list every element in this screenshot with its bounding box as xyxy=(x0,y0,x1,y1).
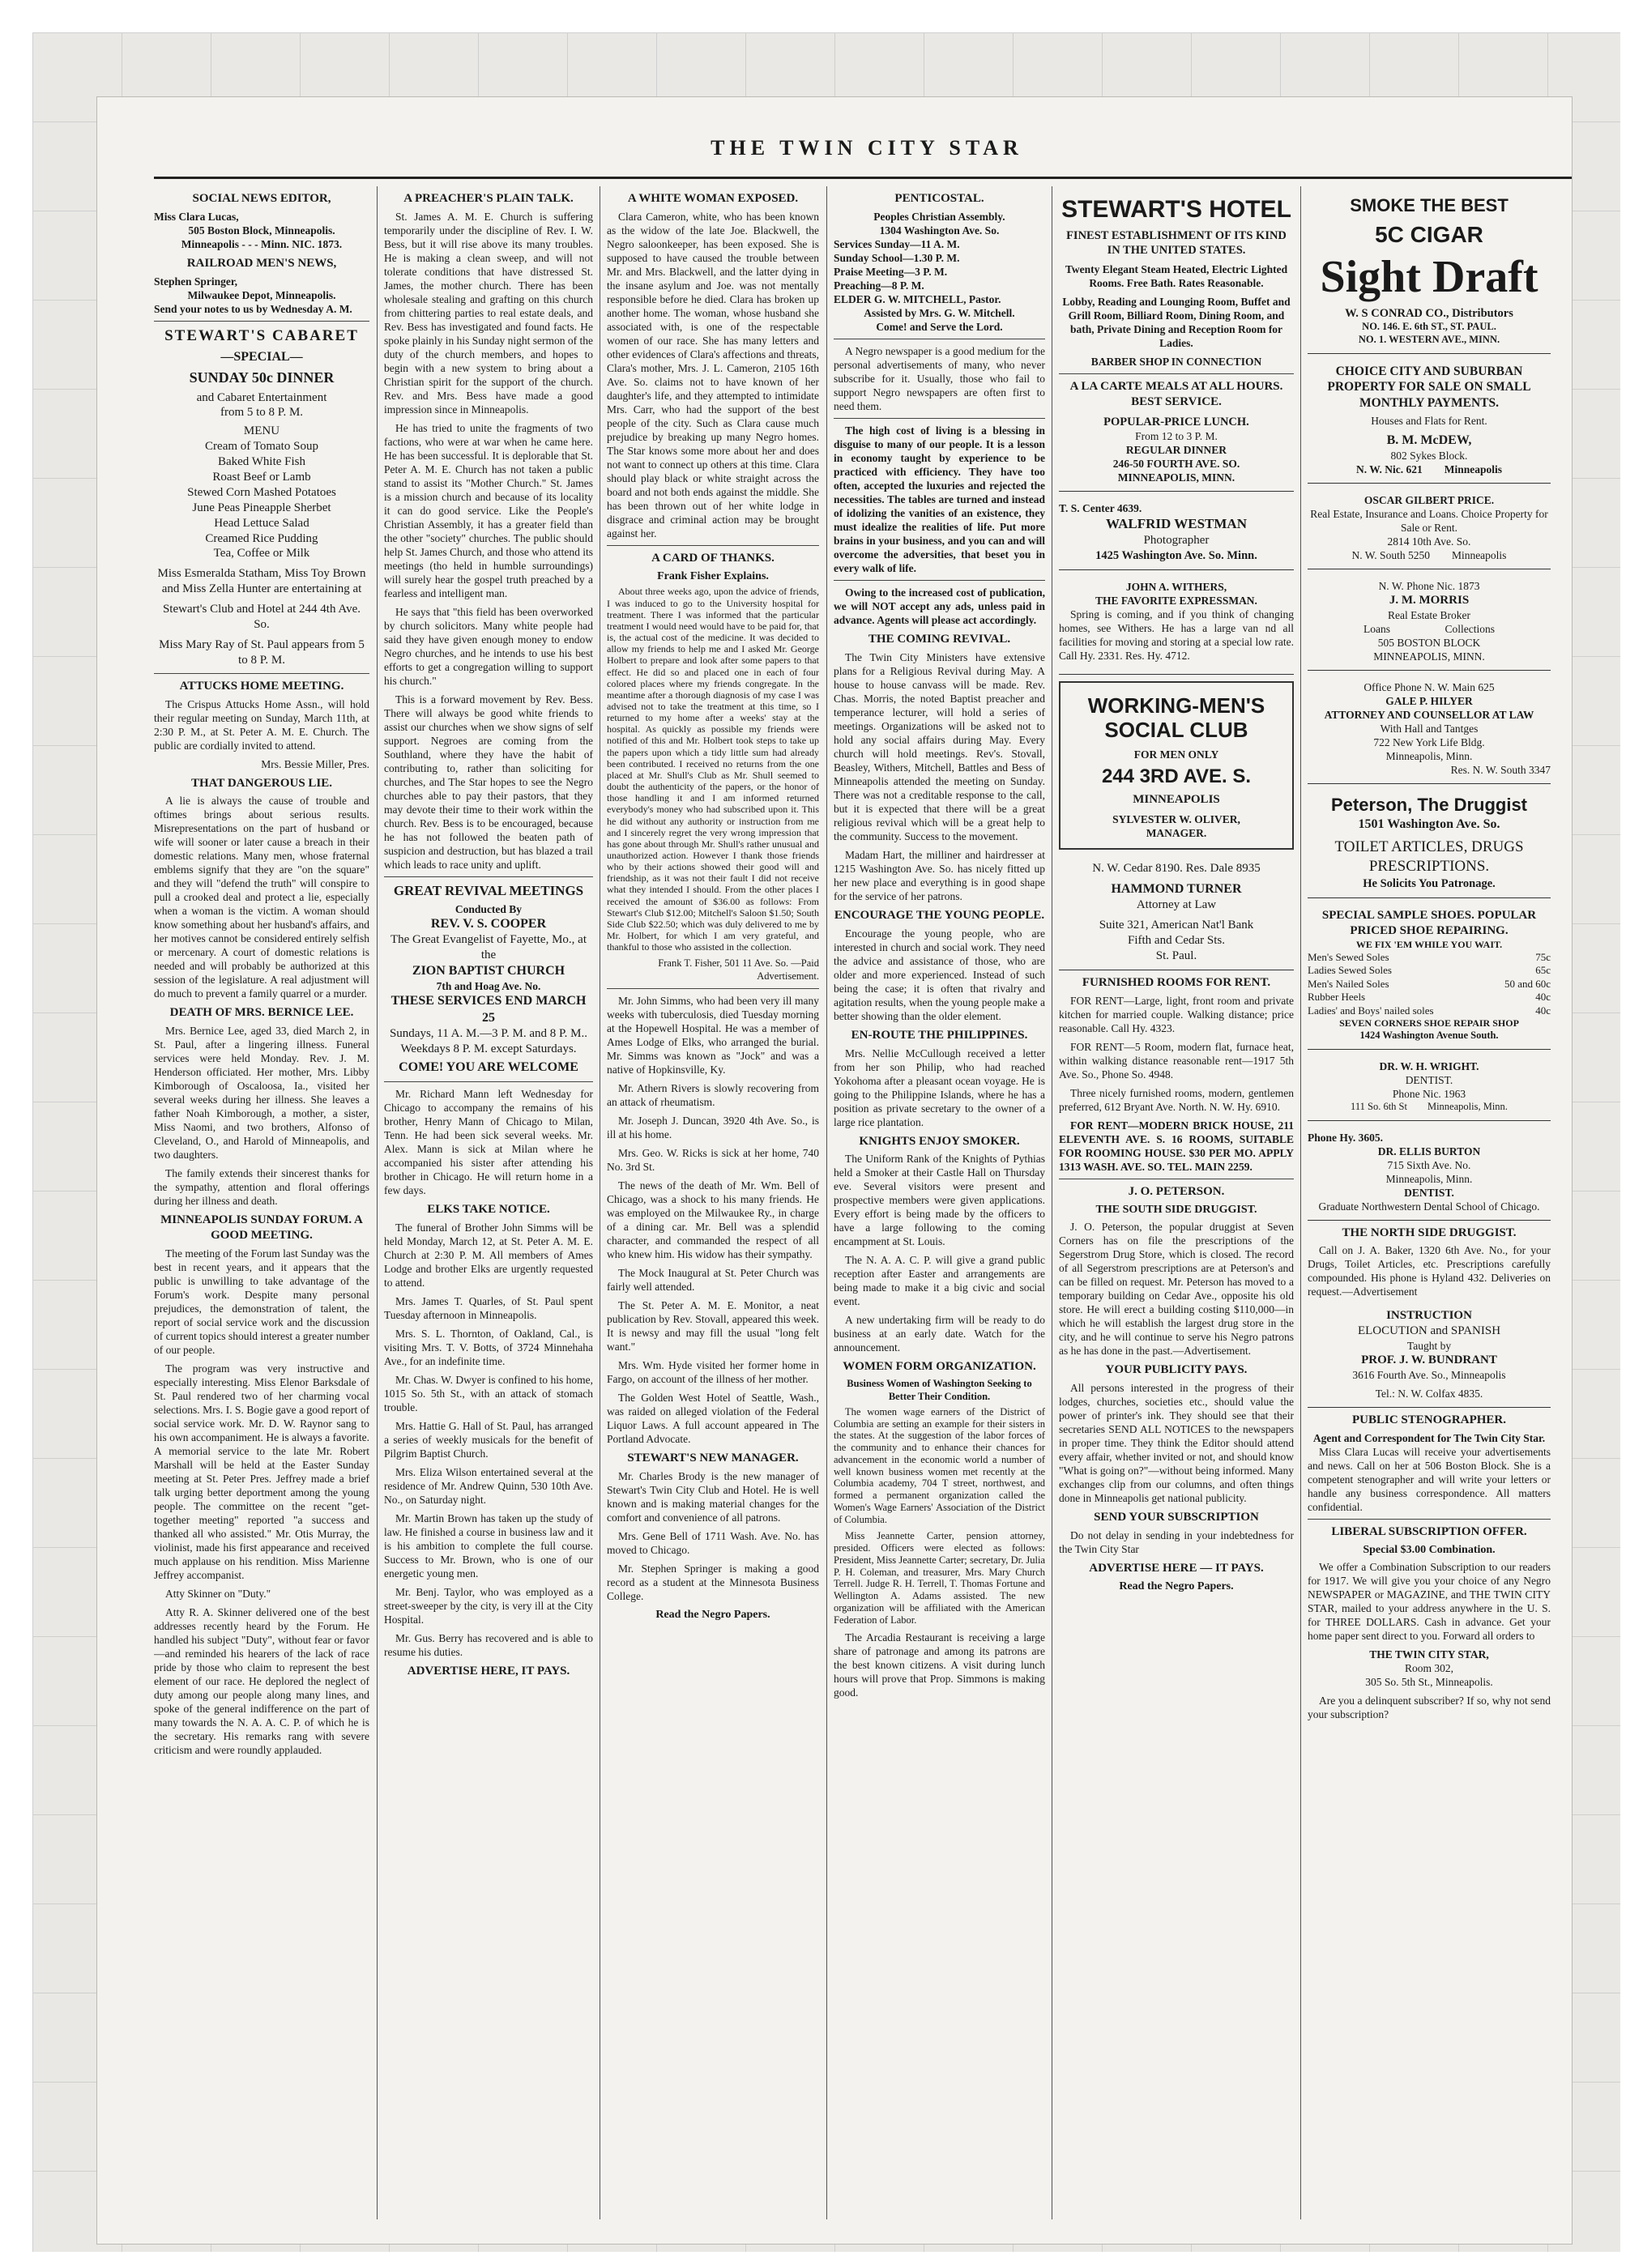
club-manager: SYLVESTER W. OLIVER, xyxy=(1112,812,1240,825)
pentecostal-praise: Praise Meeting—3 P. M. xyxy=(834,265,948,278)
lee-heading: DEATH OF MRS. BERNICE LEE. xyxy=(169,1006,354,1020)
mann-item: Mr. Richard Mann left Wednesday for Chicago to accompany the remains of his brother, Henry Mann of Chicago to Milan, Tenn. He had been sick several weeks. Mr. Alex. Mann is sick at Milan where he accompanied his sister after attending his brother in Chicago. He will return home in a few days. xyxy=(384,1087,593,1196)
gene-bell-item: Mrs. Gene Bell of 1711 Wash. Ave. No. has moved to Chicago. xyxy=(607,1529,819,1556)
railroad-address: Milwaukee Depot, Minneapolis. xyxy=(187,288,336,301)
railroad-name: Stephen Springer, xyxy=(154,275,238,288)
turner-address-2: Fifth and Cedar Sts. xyxy=(1128,933,1225,947)
encourage-text: Encourage the young people, who are interested in church and social work. They need the advice and assistance of those, who are older and more experienced. Instead of such being the case; it is often that rivalry and agitation results, when the young people make a better showing than the older element. xyxy=(834,927,1045,1022)
taylor-item: Mr. Benj. Taylor, who was employed as a street-sweeper by the city, is very ill at the City Hospital. xyxy=(384,1585,593,1626)
menu xyxy=(154,424,369,561)
preacher-text: St. James A. M. E. Church is suffering temporarily under the discipline of Rev. I. W. Bess, but it will rise above its many troubles. He is making a clean sweep, and will not tolerate conditions that have distressed St. James, the mother church. There has been wholesale stealing and grafting on this church from chittering parties to real estate deals, and Rev. Bess has investigated and found facts. He spoke plainly in his Sunday night sermon of the duty of the church members, and hopes to begin with a new system to bring about a Christian spirit for the support of the church. Rev. and Mrs. Bess have made a good impression since in Minneapolis. xyxy=(384,210,593,416)
women-subheading: Business Women of Washington Seeking to Better Their Condition. xyxy=(847,1378,1032,1403)
forum-text: The meeting of the Forum last Sunday was the best in recent years, and it appears that the public is unwilling to take advantage of the Forum's work. Despite many personal prejudices, the demonstration of talent, the report of social service work and the discussion of current topics should interest a greater number of our people. xyxy=(154,1247,369,1357)
thanks-text: About three weeks ago, upon the advice of friends, I was induced to go to the University hospital for treatment. There I was informed that the particular treatment I would need would have to be paid for, that is, the actual cost of the medicine. It was decided to allow my friends to help me and I asked Mr. George Holbert to prepare and look after some papers to that effect. He did so and placed one in each of four colored places where my friends congregate. In the meantime after a thorough diagnosis of my case I was advised not to take the treatment at this time, so I returned to my home after a weeks' stay at the hospital. As quickly as possible my friends were notified of this and Mr. Holbert took steps to take up the papers upon which a tidy little sum had already been contributed. I received no returns from the one placed at Mr. Shull's Club as Mr. Shull seemed to doubt the authenticity of the papers, or the honor of those handling it and I am informed returned everybody's money who had subscribed upon it. This he did without any authority or instruction from me and I sincerely regret the very wrong impression that has gone about through Mr. Shull's rather unusual and unauthorized action. However I thank those friends who by their actions showed their good will and friendship, as it was not their fault I did not receive what they intended I should. From the other places I received the amount of $36.00 as follows: From Stewart's Club $12.00; Mitchell's Saloon $1.50; South Side Club $22.50; which was duly delivered to me by Mr. Holbert, for which I am very grateful, and thankful to those who assisted in the collection. xyxy=(607,586,819,953)
menu-item: Stewed Corn Mashed Potatoes xyxy=(187,485,336,499)
pentecostal-assembly: Peoples Christian Assembly. xyxy=(873,210,1005,223)
wright-role: DENTIST. xyxy=(1405,1073,1453,1086)
quarles-item: Mrs. James T. Quarles, of St. Paul spent Tuesday afternoon in Minneapolis. xyxy=(384,1294,593,1321)
attucks-signature: Mrs. Bessie Miller, Pres. xyxy=(261,757,369,770)
peterson-toilet: TOILET ARTICLES, DRUGS PRESCRIPTIONS. xyxy=(1334,838,1524,875)
column-rule xyxy=(377,186,378,2219)
divider xyxy=(384,1081,593,1082)
column-2 xyxy=(384,186,593,2228)
hilyer-address: 722 New York Life Bldg. xyxy=(1373,736,1485,749)
revival-evangelist: The Great Evangelist of Fayette, Mo., at the xyxy=(390,933,587,962)
forum-text-4: Atty R. A. Skinner delivered one of the best addresses recently heard by the Forum. He handled his subject "Duty", without fear or favor—and reminded his hearers of the lack of race pride by those who claim to represent the best element of our race. He deplored the neglect of duty among our people along many lines, and spoke of the general indifference on the part of many towards the N. A. A. C. P. of which he is the secretary. His remarks rang with severe criticism and were roundly applauded. xyxy=(154,1606,369,1757)
mcdew-address: 802 Sykes Block. xyxy=(1390,450,1468,463)
menu-item: Tea, Coffee or Milk xyxy=(213,547,310,561)
divider xyxy=(1308,1519,1551,1520)
divider xyxy=(154,321,369,322)
westman-role: Photographer xyxy=(1143,533,1210,547)
send-notes: Send your notes to us by Wednesday A. M. xyxy=(154,302,352,315)
women-text: The women wage earners of the District of Columbia are setting an example for their sisters in the states. At the suggestion of the labor forces of the community and to enhance their chances for advancement in the economic world a number of well known business women met recently at the Columbia academy, 704 T street, northwest, and formed a permanent organization called the Women's Wage Earners' Association of the District of Columbia. xyxy=(834,1405,1045,1525)
revival-church-address: 7th and Hoag Ave. No. xyxy=(436,980,541,993)
gilbert-phone: N. W. South 5250 Minneapolis xyxy=(1351,549,1507,562)
duncan-item: Mr. Joseph J. Duncan, 3920 4th Ave. So., is ill at his home. xyxy=(607,1114,819,1140)
morris-phone: N. W. Phone Nic. 1873 xyxy=(1378,580,1480,593)
shoe-item-name: Ladies Sewed Soles xyxy=(1308,964,1392,977)
lie-text: A lie is always the cause of trouble and oftimes brings about serious results. Misrepresentations on the part of husband or wife will sooner or later cause a breach in their domestic relations. Many men, whose fraternal emblems signify that they are "on the square" and they will "defend the truth" will conspire to pull a crooked deal and protect a lie, especially when a woman is the victim. A woman should know something about her husband's affairs, and her motives cannot be considered entirely selfish or mercenary. A court of domestic relations is needed and will probably be authorized at this session of the legislature. A real adjustment will do much to prevent a family quarrel or a murder. xyxy=(154,795,369,1000)
star-room: Room 302, xyxy=(1404,1661,1453,1674)
manager-heading: STEWART'S NEW MANAGER. xyxy=(627,1451,799,1464)
westman-name: WALFRID WESTMAN xyxy=(1106,516,1247,532)
menu-item: Cream of Tomato Soup xyxy=(205,440,318,454)
cabaret-mary-ray: Miss Mary Ray of St. Paul appears from 5 to 8 P. M. xyxy=(159,637,365,667)
ricks-item: Mrs. Geo. W. Ricks is sick at her home, 740 No. 3rd St. xyxy=(607,1146,819,1173)
turner-city: St. Paul. xyxy=(1155,949,1197,962)
masthead-title: THE TWIN CITY STAR xyxy=(711,136,1023,160)
divider xyxy=(607,545,819,546)
editor-address: 505 Boston Block, Minneapolis. xyxy=(188,224,335,237)
burton-graduate: Graduate Northwestern Dental School of Chicago. xyxy=(1318,1200,1540,1213)
pentecostal-preaching: Preaching—8 P. M. xyxy=(834,279,924,292)
enroute-text: Mrs. Nellie McCullough received a letter from her son Philip, who had reached Yokohoma after a pleasant ocean voyage. He is going to the Philippine Islands, where he has a position as private secretary to the owner of a large rice plantation. xyxy=(834,1047,1045,1128)
mcdew-ad xyxy=(1308,359,1551,484)
rivers-item: Mr. Athern Rivers is slowly recovering from an attack of rheumatism. xyxy=(607,1081,819,1108)
hilyer-with: With Hall and Tantges xyxy=(1380,723,1479,735)
hyde-item: Mrs. Wm. Hyde visited her former home in Fargo, on account of the illness of her mother. xyxy=(607,1358,819,1385)
morris-address: 505 BOSTON BLOCK xyxy=(1377,637,1481,650)
instruction-phone: Tel.: N. W. Colfax 4835. xyxy=(1375,1388,1483,1400)
mcdew-phone: N. W. Nic. 621 Minneapolis xyxy=(1355,463,1503,476)
peterson-druggist-address: 1501 Washington Ave. So. xyxy=(1358,816,1500,831)
hotel-address: 246-50 FOURTH AVE. SO. xyxy=(1112,458,1240,471)
liberal-subheading: Special $3.00 Combination. xyxy=(1363,1543,1496,1556)
hotel-subtitle: FINEST ESTABLISHMENT OF ITS KIND IN THE UNITED STATES. xyxy=(1066,228,1287,258)
working-mens-club-ad xyxy=(1059,681,1294,850)
wright-name: DR. W. H. WRIGHT. xyxy=(1379,1059,1479,1072)
pentecostal-services: Services Sunday—11 A. M. xyxy=(834,237,960,250)
shoe-price-row xyxy=(1308,951,1551,964)
shoe-shop-address: 1424 Washington Avenue South. xyxy=(1359,1030,1499,1042)
column-5 xyxy=(1059,186,1294,2228)
thanks-subheading: Frank Fisher Explains. xyxy=(657,569,769,582)
menu-item: Creamed Rice Pudding xyxy=(205,531,318,545)
hilyer-ad xyxy=(1308,676,1551,784)
preacher-text-3: He says that "this field has been overworked by church solicitors. Many white people had said they have given enough money to endow Negro churches, and he intends to use his best efforts to get a congregation willing to support his church." xyxy=(384,605,593,687)
rent-1: FOR RENT—Large, light, front room and private kitchen for married couple. Walking distance; price reasonable. Call Hy. 4323. xyxy=(1059,995,1294,1035)
menu-item: Baked White Fish xyxy=(217,455,306,469)
revival-preacher: REV. V. S. COOPER xyxy=(430,917,547,932)
wilson-item: Mrs. Eliza Wilson entertained several at the residence of Mr. Andrew Quinn, 530 10th Ave. No., on Saturday night. xyxy=(384,1465,593,1506)
hilyer-name: GALE P. HILYER xyxy=(1385,695,1473,708)
shoe-item-price: 65c xyxy=(1535,964,1551,977)
pentecostal-school: Sunday School—1.30 P. M. xyxy=(834,251,960,264)
springer-item: Mr. Stephen Springer is making a good record as a student at the Minnesota Business College. xyxy=(607,1562,819,1602)
rent-4: FOR RENT—MODERN BRICK HOUSE, 211 ELEVENTH AVE. S. 16 ROOMS, SUITABLE FOR ROOMING HOUSE. $30 PER MO. APPLY 1313 WASH. AVE. SO. TEL. MAIN 2259. xyxy=(1059,1119,1294,1174)
morris-ad xyxy=(1308,574,1551,671)
revival-conducted: Conducted By xyxy=(454,903,523,916)
hotel-carte: A LA CARTE MEALS AT ALL HOURS. BEST SERVICE. xyxy=(1069,380,1283,409)
cabaret-dinner: SUNDAY 50c DINNER xyxy=(189,369,335,386)
pentecostal-heading: PENTICOSTAL. xyxy=(894,192,984,205)
peterson-solicits: He Solicits You Patronage. xyxy=(1363,876,1496,890)
living-item: The high cost of living is a blessing in disguise to many of our people. It is a lesson in economy taught by experience to be practiced with efficiency. They have too often, accepted the luxuries and rejected the necessities. The tables are turned and instead of idolizing the vanities of an existence, they must idealize the realities of life. Put more brains in your business, and you can and will overcome the adversities, that beset you in every walk of life. xyxy=(834,424,1045,574)
divider xyxy=(834,580,1045,581)
dwyer-item: Mr. Chas. W. Dwyer is confined to his home, 1015 So. 5th St., with an attack of stomach trouble. xyxy=(384,1373,593,1413)
revival-welcome: COME! YOU ARE WELCOME xyxy=(399,1060,578,1075)
hilyer-city: Minneapolis, Minn. xyxy=(1385,750,1473,763)
simms-item: Mr. John Simms, who had been very ill many weeks with tuberculosis, died Tuesday morning at the Hopewell Hospital. He was a member of Ames Lodge of Elks, who arranged the burial. Mr. Simms was known as "Jock" and was a native of Hopkinsville, Ky. xyxy=(607,994,819,1076)
mcdew-name: B. M. McDEW, xyxy=(1386,433,1472,448)
pentecostal-address: 1304 Washington Ave. So. xyxy=(879,224,1000,237)
rent-2: FOR RENT—5 Room, modern flat, furnace heat, within walking distance reasonable rent—1917 5th Ave. So., Phone So. 4948. xyxy=(1059,1041,1294,1081)
hart-item: Madam Hart, the milliner and hairdresser at 1215 Washington Ave. So. has nicely fitted up her new place and everything is in good shape for the service of her patrons. xyxy=(834,848,1045,902)
pentecostal-come: Come! and Serve the Lord. xyxy=(876,320,1003,333)
hilyer-role: ATTORNEY AND COUNSELLOR AT LAW xyxy=(1324,709,1534,722)
club-title: WORKING-MEN'S SOCIAL CLUB xyxy=(1087,693,1265,742)
club-manager-title: MANAGER. xyxy=(1146,826,1207,839)
berry-item: Mr. Gus. Berry has recovered and is able to resume his duties. xyxy=(384,1631,593,1658)
cigar-ad xyxy=(1308,186,1551,354)
divider xyxy=(154,673,369,674)
withers-text: Spring is coming, and if you think of changing homes, see Withers. He has a large van nd all facilities for moving and storing at a special low rate. Call Hy. 2331. Res. Hy. 4712. xyxy=(1059,608,1294,662)
attucks-heading: ATTUCKS HOME MEETING. xyxy=(179,679,344,693)
read-banner: Read the Negro Papers. xyxy=(655,1608,770,1621)
star-address: 305 So. 5th St., Minneapolis. xyxy=(1365,1675,1493,1688)
hotel-title: STEWART'S HOTEL xyxy=(1061,196,1291,223)
westman-phone: T. S. Center 4639. xyxy=(1059,502,1142,515)
thanks-heading: A CARD OF THANKS. xyxy=(651,551,775,565)
cigar-address-1: NO. 146. E. 6th ST., ST. PAUL. xyxy=(1362,321,1496,333)
shoe-item-name: Men's Nailed Soles xyxy=(1308,977,1389,990)
liberal-heading: LIBERAL SUBSCRIPTION OFFER. xyxy=(1331,1524,1527,1538)
cost-notice: Owing to the increased cost of publication, we will NOT accept any ads, unless paid in advance. Agents will please act accordingly. xyxy=(834,586,1045,626)
burton-role: DENTIST. xyxy=(1404,1186,1454,1199)
morris-role: Real Estate Broker xyxy=(1388,609,1470,622)
cigar-address-2: NO. 1. WESTERN AVE., MINN. xyxy=(1358,333,1500,345)
wright-phone: Phone Nic. 1963 xyxy=(1392,1087,1466,1100)
enroute-heading: EN-ROUTE THE PHILIPPINES. xyxy=(851,1028,1028,1042)
club-address: 244 3RD AVE. S. xyxy=(1101,765,1252,787)
club-city: MINNEAPOLIS xyxy=(1133,792,1220,806)
shoe-price-row xyxy=(1308,1004,1551,1017)
instruction-subjects: ELOCUTION and SPANISH xyxy=(1357,1324,1501,1338)
hall-item: Mrs. Hattie G. Hall of St. Paul, has arranged a series of weekly musicals for the benefit of Pilgrim Baptist Church. xyxy=(384,1419,593,1460)
hotel-barber: BARBER SHOP IN CONNECTION xyxy=(1090,356,1262,369)
preacher-heading: A PREACHER'S PLAIN TALK. xyxy=(403,192,574,205)
shoe-repair-ad xyxy=(1308,903,1551,1050)
stenographer-subheading: Agent and Correspondent for The Twin City Star. xyxy=(1312,1431,1546,1444)
menu-title: MENU xyxy=(243,424,280,438)
hilyer-res: Res. N. W. South 3347 xyxy=(1450,764,1551,777)
instruction-ad xyxy=(1308,1303,1551,1408)
revival-times: Sundays, 11 A. M.—3 P. M. and 8 P. M.. Weekdays 8 P. M. except Saturdays. xyxy=(389,1026,588,1055)
column-3 xyxy=(607,186,819,2228)
shoe-price-row xyxy=(1308,991,1551,1004)
turner-ad xyxy=(1059,856,1294,971)
subscription-heading: SEND YOUR SUBSCRIPTION xyxy=(1094,1510,1259,1524)
coming-revival-heading: THE COMING REVIVAL. xyxy=(868,632,1011,646)
instruction-address: 3616 Fourth Ave. So., Minneapolis xyxy=(1352,1369,1506,1382)
lie-heading: THAT DANGEROUS LIE. xyxy=(190,776,333,790)
shoe-item-price: 40c xyxy=(1535,991,1551,1004)
burton-address: 715 Sixth Ave. No. xyxy=(1387,1158,1471,1171)
lee-text-2: The family extends their sincerest thanks for the sympathy, attention and floral offerings during her illness and death. xyxy=(154,1167,369,1208)
mock-item: The Mock Inaugural at St. Peter Church was fairly well attended. xyxy=(607,1266,819,1293)
hotel-lunch: POPULAR-PRICE LUNCH. xyxy=(1103,416,1249,429)
editor-phone: Minneapolis - - - Minn. NIC. 1873. xyxy=(181,237,343,250)
knights-heading: KNIGHTS ENJOY SMOKER. xyxy=(859,1134,1020,1148)
pentecostal-assisted: Assisted by Mrs. G. W. Mitchell. xyxy=(864,306,1015,319)
burton-name: DR. ELLIS BURTON xyxy=(1377,1145,1481,1157)
peterson-druggist-name: Peterson, The Druggist xyxy=(1330,795,1528,816)
forum-text-3: Atty Skinner on "Duty." xyxy=(165,1588,271,1601)
cigar-distributor: W. S CONRAD CO., Distributors xyxy=(1345,306,1513,320)
turner-address: Suite 321, American Nat'l Bank xyxy=(1099,918,1254,932)
attucks-text: The Crispus Attucks Home Assn., will hold their regular meeting on Sunday, March 11th, at 2:30 P. M., at St. Peter A. M. E. Church. The public are cordially invited to attend. xyxy=(154,697,369,752)
forum-heading: MINNEAPOLIS SUNDAY FORUM. A GOOD MEETING. xyxy=(160,1213,363,1243)
gilbert-ad xyxy=(1308,488,1551,569)
shoe-shop-name: SEVEN CORNERS SHOE REPAIR SHOP xyxy=(1339,1017,1519,1029)
withers-role: THE FAVORITE EXPRESSMAN. xyxy=(1095,594,1257,607)
wright-address: 111 So. 6th St Minneapolis, Minn. xyxy=(1351,1100,1508,1112)
lee-text: Mrs. Bernice Lee, aged 33, died March 2, in St. Paul, after a lingering illness. Funeral services were held Monday. Rev. J. M. Henderson officiated. Her mother, Mrs. Libby Kimborough of Oscaloosa, Ia., visited her several weeks during her illness. She leaves a father Noah Kimborough, a mother, a sister, Miss Naomi, and two brothers, Alfonso of Cleveland, O., and Harold of Minneapolis, and two daughters. xyxy=(154,1025,369,1162)
shoe-item-price: 40c xyxy=(1535,1004,1551,1017)
gilbert-name: OSCAR GILBERT PRICE. xyxy=(1363,494,1495,507)
brown-item: Mr. Martin Brown has taken up the study of law. He finished a course in business law and it is his ambition to complete the full course. Success to Mr. Brown, who is one of our energetic young men. xyxy=(384,1511,593,1580)
shoe-item-name: Ladies' and Boys' nailed soles xyxy=(1308,1004,1434,1017)
gilbert-text: Real Estate, Insurance and Loans. Choice Property for Sale or Rent. xyxy=(1310,508,1548,535)
divider xyxy=(834,418,1045,419)
undertaking-item: A new undertaking firm will be ready to do business at an early date. Watch for the announcement. xyxy=(834,1314,1045,1354)
instruction-heading: INSTRUCTION xyxy=(1386,1309,1472,1323)
peterson-druggist-ad xyxy=(1308,789,1551,898)
cigar-price: 5C CIGAR xyxy=(1375,221,1483,247)
rent-3: Three nicely furnished rooms, modern, gentlemen preferred, 612 Bryant Ave. North. N. W. Hy. 6910. xyxy=(1059,1087,1294,1114)
cabaret-title: STEWART'S CABARET xyxy=(164,326,359,344)
divider xyxy=(1059,373,1294,374)
cabaret-entertainment: and Cabaret Entertainment xyxy=(196,390,327,404)
hotel-ad xyxy=(1059,186,1294,492)
thanks-signature: Frank T. Fisher, 501 11 Ave. So. —Paid Advertisement. xyxy=(658,957,819,983)
railroad-heading: RAILROAD MEN'S NEWS, xyxy=(186,256,337,270)
westman-ad xyxy=(1059,497,1294,570)
naacp-item: The N. A. A. C. P. will give a grand public reception after Easter and arrangements are being made to make it a big civic and social event. xyxy=(834,1254,1045,1308)
instruction-teacher: PROF. J. W. BUNDRANT xyxy=(1361,1354,1497,1367)
golden-item: The Golden West Hotel of Seattle, Wash., was raided on alleged violation of the Federal Liquor Laws. A full account appeared in The Portland Advocate. xyxy=(607,1391,819,1445)
thornton-item: Mrs. S. L. Thornton, of Oakland, Cal., is visiting Mrs. T. V. Botts, of 3724 Minnehaha Ave., for an indefinite time. xyxy=(384,1327,593,1367)
women-text-2: Miss Jeannette Carter, pension attorney, presided. Officers were elected as follows: President, Miss Jeannette Carter; secretary, Dr. Julia P. H. Coleman, and treasurer, Mrs. Mary Church Terrell. Judge R. H. Terrell, T. Thomas Fortune and Wellington A. Adams assisted. The new organization will be affiliated with the American Federation of Labor. xyxy=(834,1530,1045,1626)
turner-phone: N. W. Cedar 8190. Res. Dale 8935 xyxy=(1092,861,1261,875)
pentecostal-pastor: ELDER G. W. MITCHELL, Pastor. xyxy=(834,292,1001,305)
advertise-banner: ADVERTISE HERE — IT PAYS. xyxy=(1089,1561,1264,1575)
social-editor-heading: SOCIAL NEWS EDITOR, xyxy=(192,192,331,205)
peterson-subheading: THE SOUTH SIDE DRUGGIST. xyxy=(1095,1204,1257,1217)
revival-ends: THESE SERVICES END MARCH 25 xyxy=(390,994,587,1025)
stenographer-heading: PUBLIC STENOGRAPHER. xyxy=(1351,1413,1507,1427)
scan-background xyxy=(32,32,1620,2252)
arcadia-item: The Arcadia Restaurant is receiving a large share of patronage and among its patrons are the best known citizens. A visit during lunch hours will prove that Prop. Simmons is making good. xyxy=(834,1631,1045,1699)
forum-text-2: The program was very instructive and especially interesting. Miss Elenor Barksdale of St. Paul rendered two of her charming vocal selections. Mrs. I. S. Bogie gave a good report of social service work. Mr. D. W. Raynor sang to his own accompaniment. He is always a favorite. A memorial service to the late Mr. Robert Marshall will be held at the Easter Sunday meeting at St. Peter Pres. Jeffrey made a brief talk urging better deportment among the young people. The committee on the recent "get-together meeting" reported "a success and thanked all who assisted." Mr. Otis Murray, the violinist, made his first appearance and received much applause on his rendition. Miss Marienne Jeffrey accompanist. xyxy=(154,1362,369,1582)
cigar-brand: Sight Draft xyxy=(1320,251,1538,302)
preacher-text-2: He has tried to unite the fragments of two factions, who were at war when he came here. He has been successful. It is deplorable that St. Peter A. M. E. Church has not taken a public stand to assist its "Mother Church." St. James is a mission church and because of its locality it can do good service. Like the People's Christian Assembly, it has a greater field than the other "society" churches. The public should help St. James Church, and those who attend its meetings (tho held in humble surroundings) will surely hear the gospel truth preached by a fearless and intelligent man. xyxy=(384,421,593,599)
shoe-item-name: Men's Sewed Soles xyxy=(1308,951,1389,964)
club-for: FOR MEN ONLY xyxy=(1133,748,1219,761)
wright-ad xyxy=(1308,1055,1551,1121)
turner-role: Attorney at Law xyxy=(1136,897,1217,911)
furnished-heading: FURNISHED ROOMS FOR RENT. xyxy=(1082,976,1271,990)
north-druggist-heading: THE NORTH SIDE DRUGGIST. xyxy=(1342,1226,1517,1239)
cabaret-club: Stewart's Club and Hotel at 244 4th Ave. So. xyxy=(162,603,361,632)
revival-title: GREAT REVIVAL MEETINGS xyxy=(393,882,584,898)
column-4 xyxy=(834,186,1045,2228)
peterson-heading: J. O. PETERSON. xyxy=(1128,1185,1225,1199)
houses-for-rent: Houses and Flats for Rent. xyxy=(1371,415,1487,428)
menu-item: Roast Beef or Lamb xyxy=(212,471,311,484)
stenographer-text: Miss Clara Lucas will receive your advertisements and news. Call on her at 506 Boston Block. She is a competent stenographer and will write your letters or handle any business correspondence. All matters confidential. xyxy=(1308,1445,1551,1513)
instruction-taught: Taught by xyxy=(1406,1340,1452,1353)
shoe-heading: SPECIAL SAMPLE SHOES. POPULAR PRICED SHOE REPAIRING. xyxy=(1321,909,1537,938)
withers-name: JOHN A. WITHERS, xyxy=(1125,580,1227,593)
editor-name: Miss Clara Lucas, xyxy=(154,210,239,223)
advertise-banner: ADVERTISE HERE, IT PAYS. xyxy=(407,1664,570,1678)
newspaper-page xyxy=(97,97,1572,2244)
exposed-heading: A WHITE WOMAN EXPOSED. xyxy=(627,192,799,205)
cabaret-hours: from 5 to 8 P. M. xyxy=(220,406,304,420)
property-heading: CHOICE CITY AND SUBURBAN PROPERTY FOR SALE ON SMALL MONTHLY PAYMENTS. xyxy=(1327,364,1531,410)
delinquent-text: Are you a delinquent subscriber? If so, why not send your subscription? xyxy=(1308,1694,1551,1720)
morris-loans: Loans Collections xyxy=(1363,623,1495,636)
manager-text: Mr. Charles Brody is the new manager of Stewart's Twin City Club and Hotel. He is well known and is making material changes for the comfort and convenience of all patrons. xyxy=(607,1469,819,1524)
elks-heading: ELKS TAKE NOTICE. xyxy=(427,1202,550,1216)
publicity-text: All persons interested in the progress of their lodges, churches, societies etc., should value the power of printer's ink. They should see that their secretaries SEND ALL NOTICES to the newspapers in proper time. They think the Editor should attend every affair, whether invited or not, and should know "What is going on?"—without being informed. Many exchanges clip from our columns, and often things done in Minneapolis get national publicity. xyxy=(1059,1381,1294,1504)
divider xyxy=(384,876,593,877)
masthead xyxy=(154,136,1572,179)
column-1 xyxy=(154,186,369,2228)
cabaret-misses: Miss Esmeralda Statham, Miss Toy Brown and Miss Zella Hunter are entertaining at xyxy=(157,567,366,596)
shoe-fix: WE FIX 'EM WHILE YOU WAIT. xyxy=(1355,938,1503,950)
cabaret-special: —SPECIAL— xyxy=(220,349,303,364)
shoe-item-name: Rubber Heels xyxy=(1308,991,1366,1004)
peterson-text: J. O. Peterson, the popular druggist at Seven Corners has on file the prescriptions of the Segerstrom Drug Store, which is closed. The record of all Segerstrom prescriptions are at Peterson's and can be filled on request. Mr. Peterson has moved to a temporary building on Cedar Ave., opposite his old store. He will erect a building costing $110,000—in which he will establish the largest drug store in the city, and he will continue to serve his Negro patrons as he has done in the past.—Advertisement. xyxy=(1059,1220,1294,1357)
newspaper-item: A Negro newspaper is a good medium for the personal advertisements of many, who never subscribe for it. Usually, those who fail to support Negro newspapers are often first to need them. xyxy=(834,344,1045,412)
shoe-price-row xyxy=(1308,964,1551,977)
encourage-heading: ENCOURAGE THE YOUNG PEOPLE. xyxy=(834,908,1045,922)
revival-church: ZION BAPTIST CHURCH xyxy=(412,964,565,978)
burton-ad xyxy=(1308,1126,1551,1221)
hotel-city: MINNEAPOLIS, MINN. xyxy=(1117,471,1235,484)
bell-item: The news of the death of Mr. Wm. Bell of Chicago, was a shock to his many friends. He was employed on the Milwaukee Ry., in charge of a dining car. Mr. Bell was a splendid character, and commanded the respect of all who knew him. His widow has their sympathy. xyxy=(607,1179,819,1260)
morris-city: MINNEAPOLIS, MINN. xyxy=(1373,650,1485,663)
menu-item: June Peas Pineapple Sherbet xyxy=(192,501,331,514)
menu-item: Head Lettuce Salad xyxy=(214,516,309,530)
star-name: THE TWIN CITY STAR, xyxy=(1369,1648,1489,1660)
column-rule xyxy=(1300,186,1301,2219)
hotel-lobby: Lobby, Reading and Lounging Room, Buffet and Grill Room, Billiard Room, Dining Room, and bath, Private Dining and Reception Room for Ladies. xyxy=(1062,296,1291,350)
morris-name: J. M. MORRIS xyxy=(1389,594,1470,608)
read-banner: Read the Negro Papers. xyxy=(1119,1580,1234,1592)
shoe-item-price: 50 and 60c xyxy=(1504,977,1551,990)
hotel-lunch-hours: From 12 to 3 P. M. xyxy=(1135,430,1218,443)
cigar-smoke: SMOKE THE BEST xyxy=(1350,195,1509,215)
burton-phone: Phone Hy. 3605. xyxy=(1308,1131,1384,1144)
turner-name: HAMMOND TURNER xyxy=(1111,881,1242,896)
withers-ad xyxy=(1059,575,1294,675)
shoe-item-price: 75c xyxy=(1535,951,1551,964)
hotel-regular-dinner: REGULAR DINNER xyxy=(1125,444,1227,457)
coming-revival-text: The Twin City Ministers have extensive plans for a Religious Revival during May. A house to house canvass will be made. Rev. Chas. Morris, the noted Baptist preacher and temperance lecturer, will hold a series of meetings. Organizations will be asked not to hold any social affairs during May. Every church will hold meetings. Rev's. Stovall, Beasley, Withers, Mitchell, Battles and Bess of Minneapolis attended the meeting on Sunday. There was not a creditable response to the call, but it is expected that there will be a great religious revival which will be a great help to the community. Success to the movement. xyxy=(834,650,1045,842)
westman-address: 1425 Washington Ave. So. Minn. xyxy=(1095,548,1257,562)
elks-text: The funeral of Brother John Simms will be held Monday, March 12, at St. Peter A. M. E. Church at 2:30 P. M. All members of Ames Lodge and brother Elks are urgently requested to attend. xyxy=(384,1221,593,1289)
hotel-rooms: Twenty Elegant Steam Heated, Electric Lighted Rooms. Free Bath. Rates Reasonable. xyxy=(1065,263,1288,290)
women-heading: WOMEN FORM ORGANIZATION. xyxy=(843,1360,1036,1374)
hilyer-phone: Office Phone N. W. Main 625 xyxy=(1363,681,1495,694)
gilbert-address: 2814 10th Ave. So. xyxy=(1387,535,1471,548)
column-rule xyxy=(826,186,827,2219)
divider xyxy=(607,988,819,989)
column-6 xyxy=(1308,186,1551,2228)
monitor-item: The St. Peter A. M. E. Monitor, a neat publication by Rev. Stovall, appeared this week. It is newsy and may fill the usual "long felt want." xyxy=(607,1298,819,1353)
burton-city: Minneapolis, Minn. xyxy=(1385,1172,1473,1185)
north-druggist-text: Call on J. A. Baker, 1320 6th Ave. No., for your Drugs, Toilet Articles, etc. Prescriptions carefully compounded. His phone is Hyland 432. Deliveries on request.—Advertisement xyxy=(1308,1244,1551,1298)
exposed-text: Clara Cameron, white, who has been known as the widow of the late Joe. Blackwell, the Negro saloonkeeper, has been exposed. She is supposed to have caused the trouble between Mr. and Mrs. Blackwell, and the latter dying in the insane asylum and Joe. was not mentally responsible before he died. Clara has broken up another home. The woman, whose husband she associated with, is one of the respectable women of our race. She has many letters and other evidences of Clara's affections and threats, Clara's mother, Mrs. J. L. Cameron, 2105 16th Ave. So. claims not to have known of her daughter's life, and they attempted to intimidate Mrs. Carr, who had the support of the best people of the city. Such as Clara cause much prejudice by breaking up many Negro homes. The Star knows some more about her and does not want to connect up others at this time. Clara should play black or white straight across the board and not both ends against the middle. She has been thrown out of her white lodge in disgrace and criminal action may be brought against her. xyxy=(607,210,819,539)
subscription-text: Do not delay in sending in your indebtedness for the Twin City Star xyxy=(1059,1528,1294,1555)
shoe-price-row xyxy=(1308,978,1551,991)
preacher-text-4: This is a forward movement by Rev. Bess. There will always be good white friends to assist our churches when we show signs of self support. Negroes are coming from the Southland, where they have the habit of contributing to, rather than soliciting for churches, and The Star hopes to see the Negro churches able to pay their pastors, that they may devote their time to their work within the church. Rev. Bess is to be encouraged, because he has not followed the beaten path of suspicion and destruction, but has blazed a trail which leads to race unity and uplift. xyxy=(384,693,593,871)
publicity-heading: YOUR PUBLICITY PAYS. xyxy=(1105,1362,1248,1376)
liberal-text: We offer a Combination Subscription to our readers for 1917. We will give you your choice of any Negro NEWSPAPER or MAGAZINE, and THE TWIN CITY STAR, mailed to your address anywhere in the U. S. for THREE DOLLARS. Cash in advance. Get your home paper sent direct to you. Forward all orders to xyxy=(1308,1560,1551,1642)
knights-text: The Uniform Rank of the Knights of Pythias held a Smoker at their Castle Hall on Thursday eve. Several visitors were present and prospective members were given applications. Every effort is being made by the officers to have a large following to the coming encampment at St. Louis. xyxy=(834,1153,1045,1248)
